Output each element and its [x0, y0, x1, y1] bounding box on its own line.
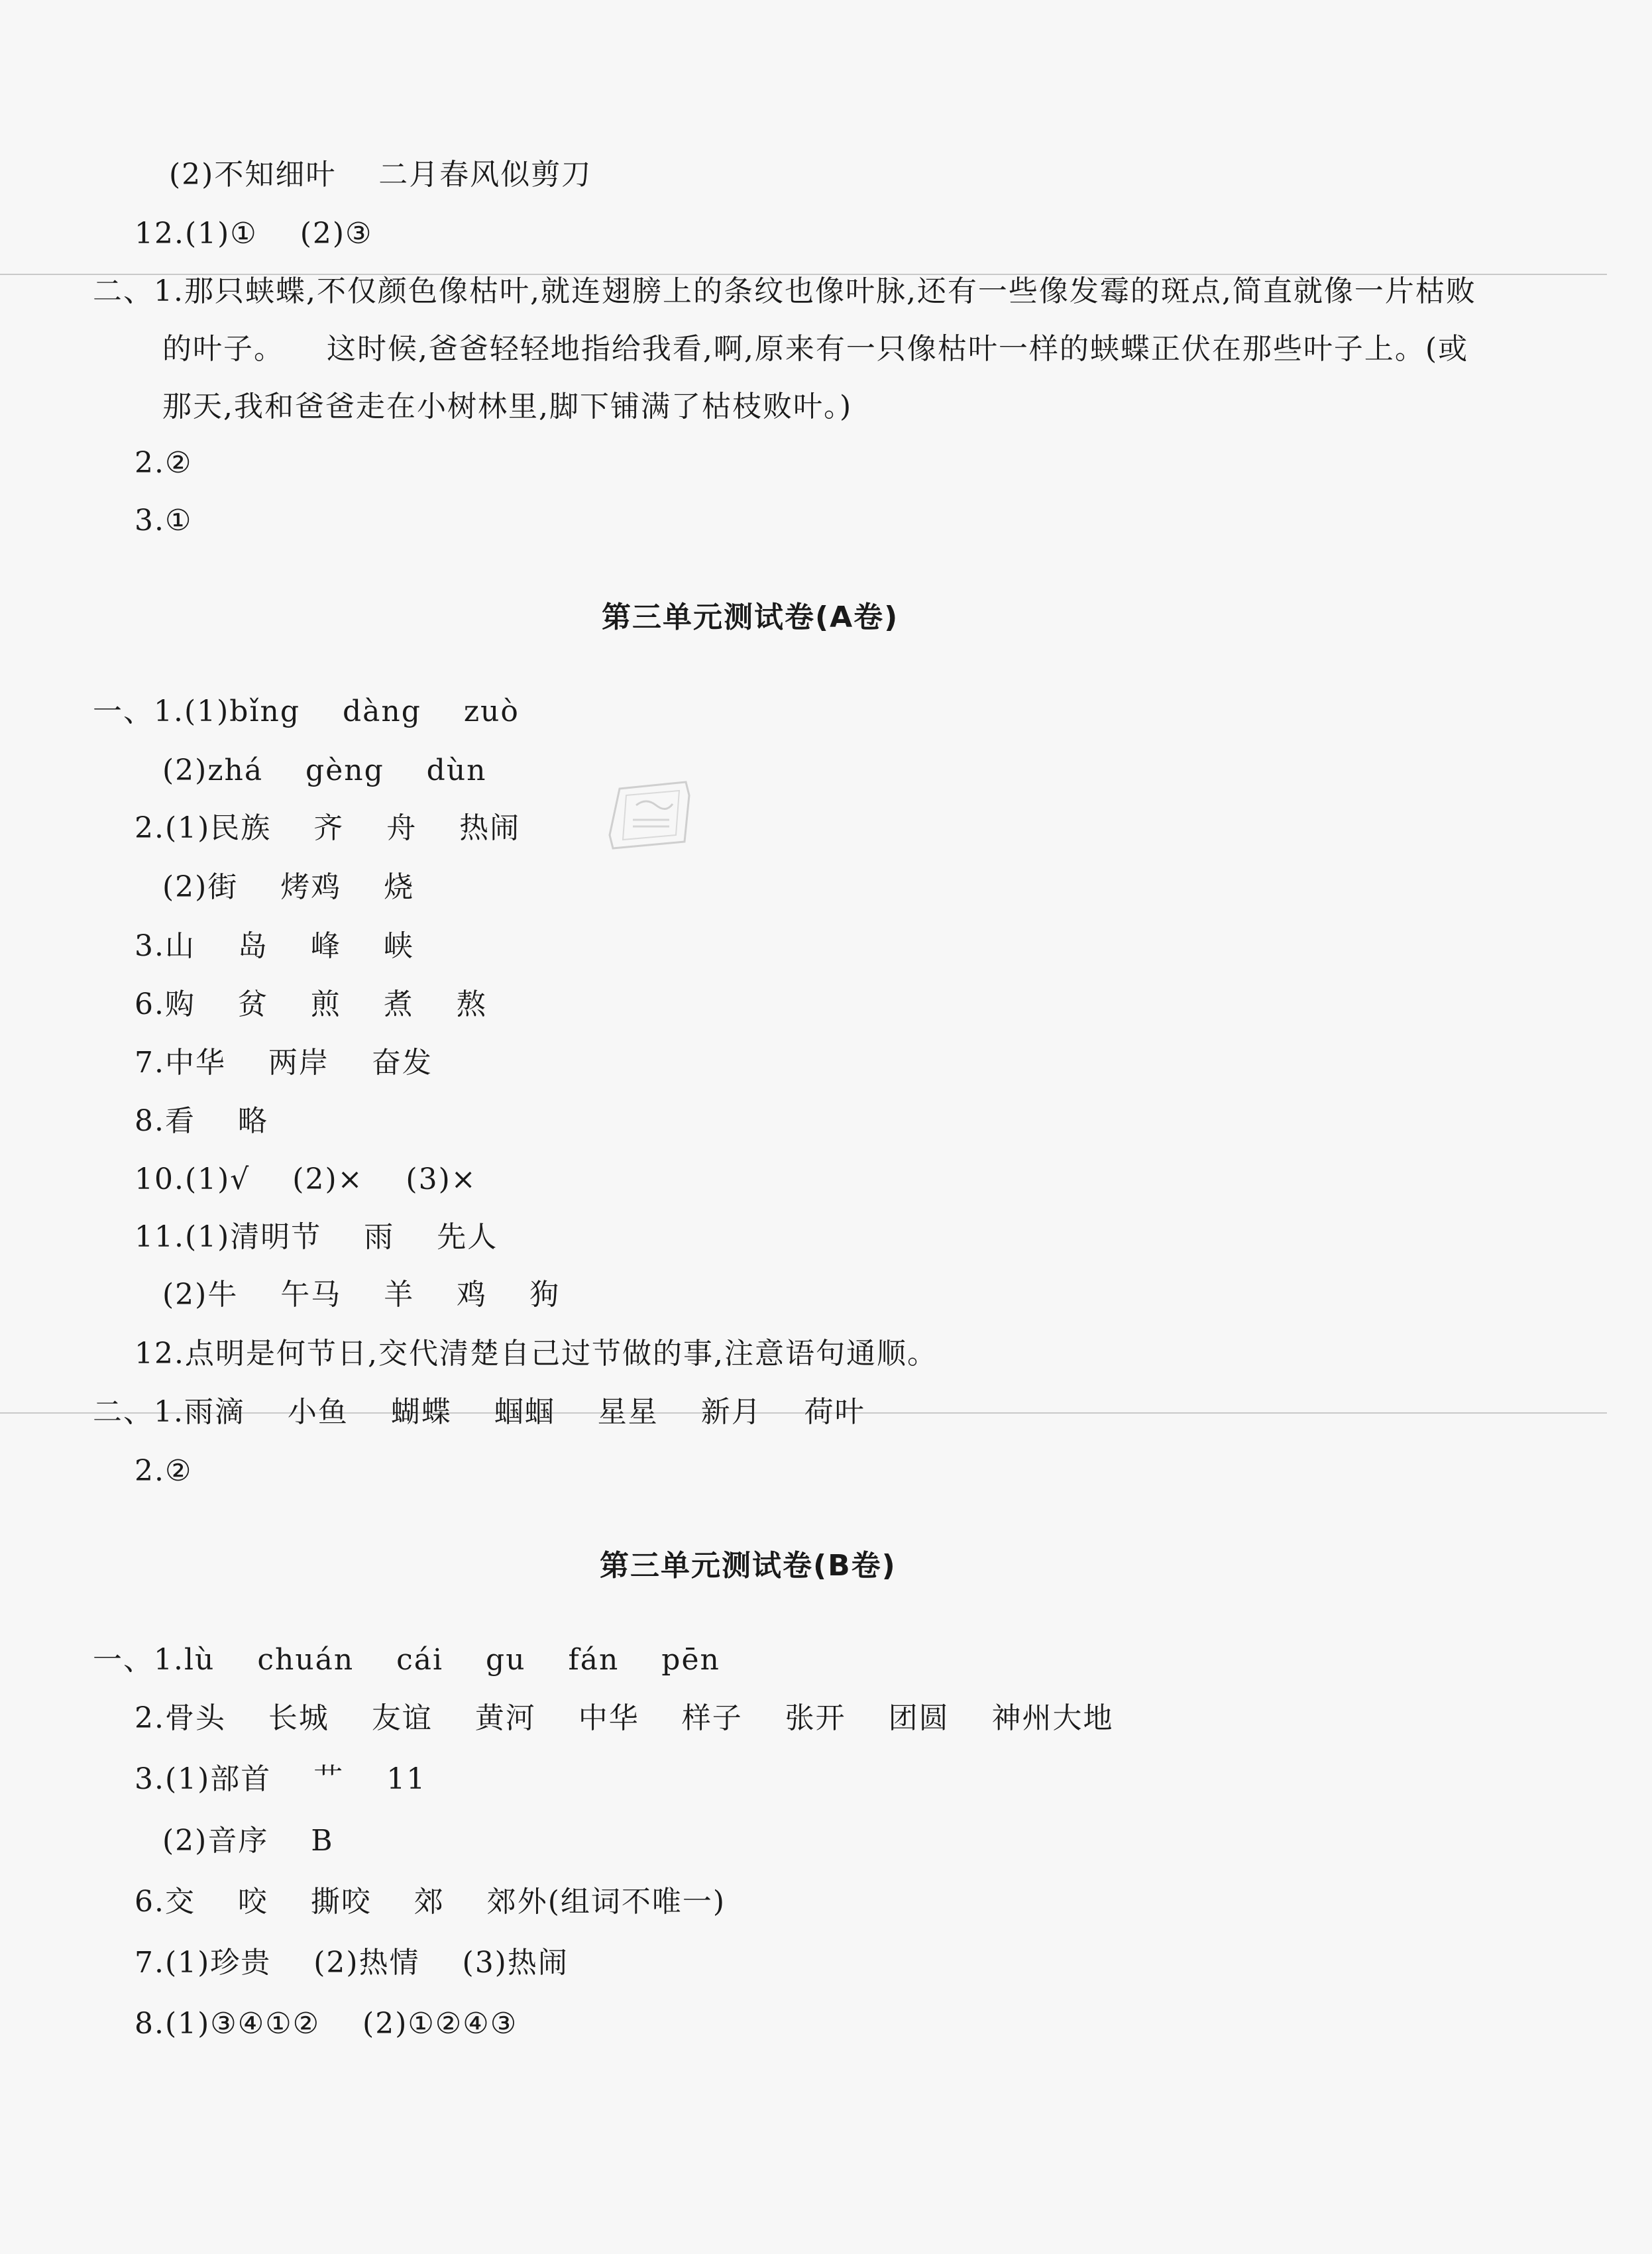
answer-line: 3.山 岛 峰 峡: [135, 929, 414, 963]
answer-line: 二、1.那只蛱蝶,不仅颜色像枯叶,就连翅膀上的条纹也像叶脉,还有一些像发霉的斑点,简直就像一片枯败: [93, 274, 1476, 308]
answer-line: 7.(1)珍贵 (2)热情 (3)热闹: [135, 1946, 569, 1980]
answer-line: 7.中华 两岸 奋发: [135, 1046, 433, 1080]
answer-line: (2)牛 午马 羊 鸡 狗: [162, 1278, 561, 1312]
answer-line: 3.①: [135, 504, 193, 537]
answer-line: 的叶子。 这时候,爸爸轻轻地指给我看,啊,原来有一只像枯叶一样的蛱蝶正伏在那些叶子上。(或: [162, 332, 1469, 366]
answer-line: 一、1.lù chuán cái gu fán pēn: [93, 1643, 720, 1677]
answer-line: 2.(1)民族 齐 舟 热闹: [135, 811, 521, 845]
answer-line: (2)音序 B: [162, 1824, 334, 1858]
section-a-title: 第三单元测试卷(A卷): [602, 600, 899, 634]
answer-line: 11.(1)清明节 雨 先人: [135, 1220, 498, 1254]
answer-line: 8.(1)③④①② (2)①②④③: [135, 2007, 518, 2041]
section-b-title: 第三单元测试卷(B卷): [600, 1549, 897, 1583]
answer-line: 2.②: [135, 1454, 193, 1488]
answer-line: 那天,我和爸爸走在小树林里,脚下铺满了枯枝败叶。): [162, 390, 853, 423]
answer-line: 2.骨头 长城 友谊 黄河 中华 样子 张开 团圆 神州大地: [135, 1701, 1114, 1735]
answer-line: 6.购 贫 煎 煮 熬: [135, 987, 487, 1021]
answer-line: 2.②: [135, 446, 193, 480]
answer-line: 10.(1)√ (2)× (3)×: [135, 1162, 477, 1196]
answer-line: (2)不知细叶 二月春风似剪刀: [169, 158, 592, 192]
answer-line: 12.(1)① (2)③: [135, 217, 373, 251]
answer-line: 8.看 略: [135, 1104, 268, 1138]
answer-line: (2)街 烤鸡 烧: [162, 870, 415, 904]
answer-line: 3.(1)部首 艹 11: [135, 1762, 427, 1796]
answer-line: 6.交 咬 撕咬 郊 郊外(组词不唯一): [135, 1885, 726, 1919]
answer-line: (2)zhá gèng dùn: [162, 754, 487, 787]
answer-line: 一、1.(1)bǐng dàng zuò: [93, 695, 520, 728]
answer-line: 二、1.雨滴 小鱼 蝴蝶 蝈蝈 星星 新月 荷叶: [93, 1395, 865, 1429]
answer-line: 12.点明是何节日,交代清楚自己过节做的事,注意语句通顺。: [135, 1337, 938, 1371]
watermark-stamp-icon: [600, 779, 696, 852]
